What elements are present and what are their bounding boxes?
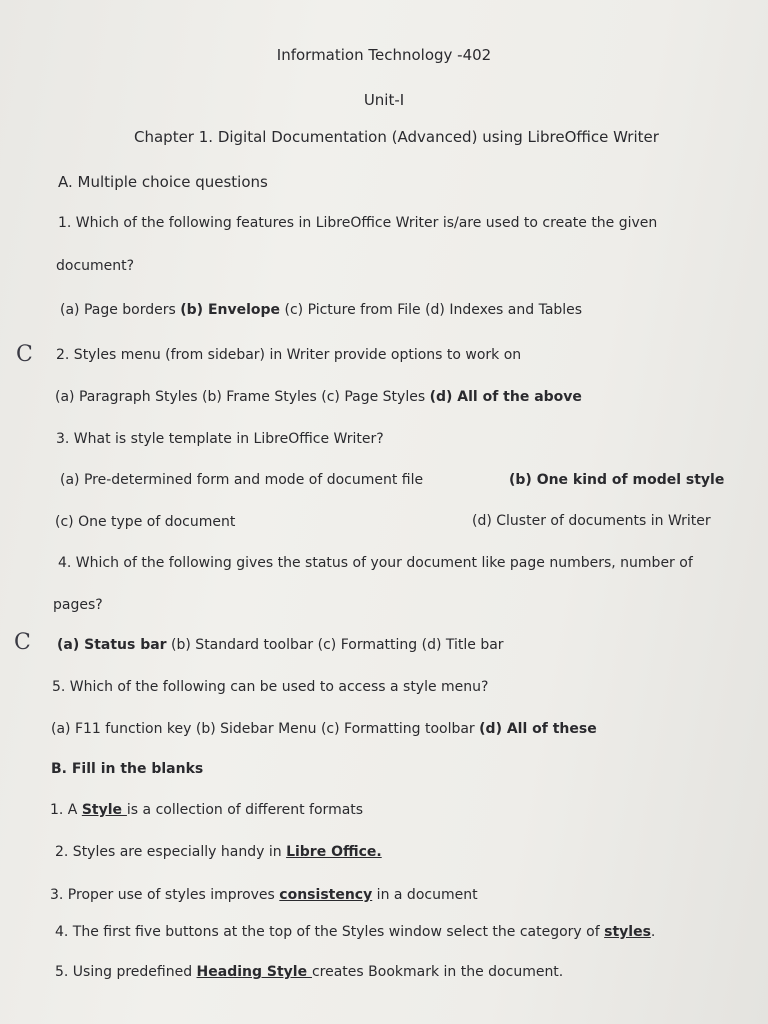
- fill-5-answer: Heading Style: [196, 964, 312, 980]
- fill-4-text: 4. The first five buttons at the top of the Styles window select the category of: [55, 924, 605, 940]
- fill-1-text: 1. A: [50, 802, 82, 818]
- q3-answer: (b) One kind of model style: [509, 472, 725, 488]
- chapter-title: Chapter 1. Digital Documentation (Advanced) using LibreOffice Writer: [134, 128, 659, 146]
- q3-opt-d: (d) Cluster of documents in Writer: [472, 513, 711, 529]
- q3-text: 3. What is style template in LibreOffice Writer?: [56, 431, 384, 447]
- fill-3-text: 3. Proper use of styles improves: [50, 887, 280, 903]
- fill-2-answer: Libre Office.: [286, 844, 382, 860]
- fill-3-rest: in a document: [372, 887, 478, 903]
- q4-answer: (a) Status bar: [57, 637, 167, 653]
- unit-title: Unit-I: [363, 91, 405, 109]
- fill-3: [50, 886, 478, 904]
- q1-opt-a: (a) Page borders: [60, 302, 181, 318]
- q4-line2: pages?: [53, 597, 103, 613]
- fill-4-answer: styles: [604, 924, 651, 940]
- q5-text: 5. Which of the following can be used to access a style menu?: [52, 679, 489, 695]
- section-a-heading: A. Multiple choice questions: [58, 173, 268, 191]
- q2-opts: (a) Paragraph Styles (b) Frame Styles (c) Page Styles: [55, 389, 430, 405]
- margin-mark-1: C: [16, 342, 33, 367]
- fill-1-rest: is a collection of different formats: [126, 802, 364, 818]
- q3-opt-c: (c) One type of document: [55, 514, 236, 530]
- fill-2-text: 2. Styles are especially handy in: [55, 844, 287, 860]
- q4-line1: 4. Which of the following gives the status of your document like page numbers, number of: [58, 555, 693, 571]
- q5-options: [51, 720, 597, 738]
- fill-1: [50, 801, 363, 819]
- q5-answer: (d) All of these: [479, 721, 597, 737]
- q1-opt-cd: (c) Picture from File (d) Indexes and Tables: [280, 302, 583, 318]
- q5-opts: (a) F11 function key (b) Sidebar Menu (c) Formatting toolbar: [51, 721, 480, 737]
- q4-options: [57, 636, 504, 654]
- q1-answer: (b) Envelope: [180, 302, 281, 318]
- fill-4: [55, 923, 655, 941]
- margin-mark-2: C: [14, 630, 31, 655]
- fill-5-rest: creates Bookmark in the document.: [311, 964, 564, 980]
- fill-3-answer: consistency: [279, 887, 373, 903]
- q1-options: [60, 301, 582, 319]
- fill-5-text: 5. Using predefined: [55, 964, 197, 980]
- q4-opts: (b) Standard toolbar (c) Formatting (d) Title bar: [166, 637, 504, 653]
- fill-2: [55, 843, 382, 861]
- q1-line1: 1. Which of the following features in LibreOffice Writer is/are used to create the given: [58, 215, 658, 231]
- q2-text: 2. Styles menu (from sidebar) in Writer provide options to work on: [56, 347, 522, 363]
- fill-1-answer: Style: [81, 802, 127, 818]
- fill-4-rest: .: [650, 924, 656, 940]
- subject-title: Information Technology -402: [276, 46, 492, 64]
- q1-line2: document?: [56, 258, 135, 274]
- q3-opt-a: (a) Pre-determined form and mode of document file: [60, 472, 424, 488]
- section-b-heading: B. Fill in the blanks: [51, 761, 204, 777]
- q2-options: [55, 388, 582, 406]
- fill-5: [55, 963, 563, 981]
- q2-answer: (d) All of the above: [429, 389, 582, 405]
